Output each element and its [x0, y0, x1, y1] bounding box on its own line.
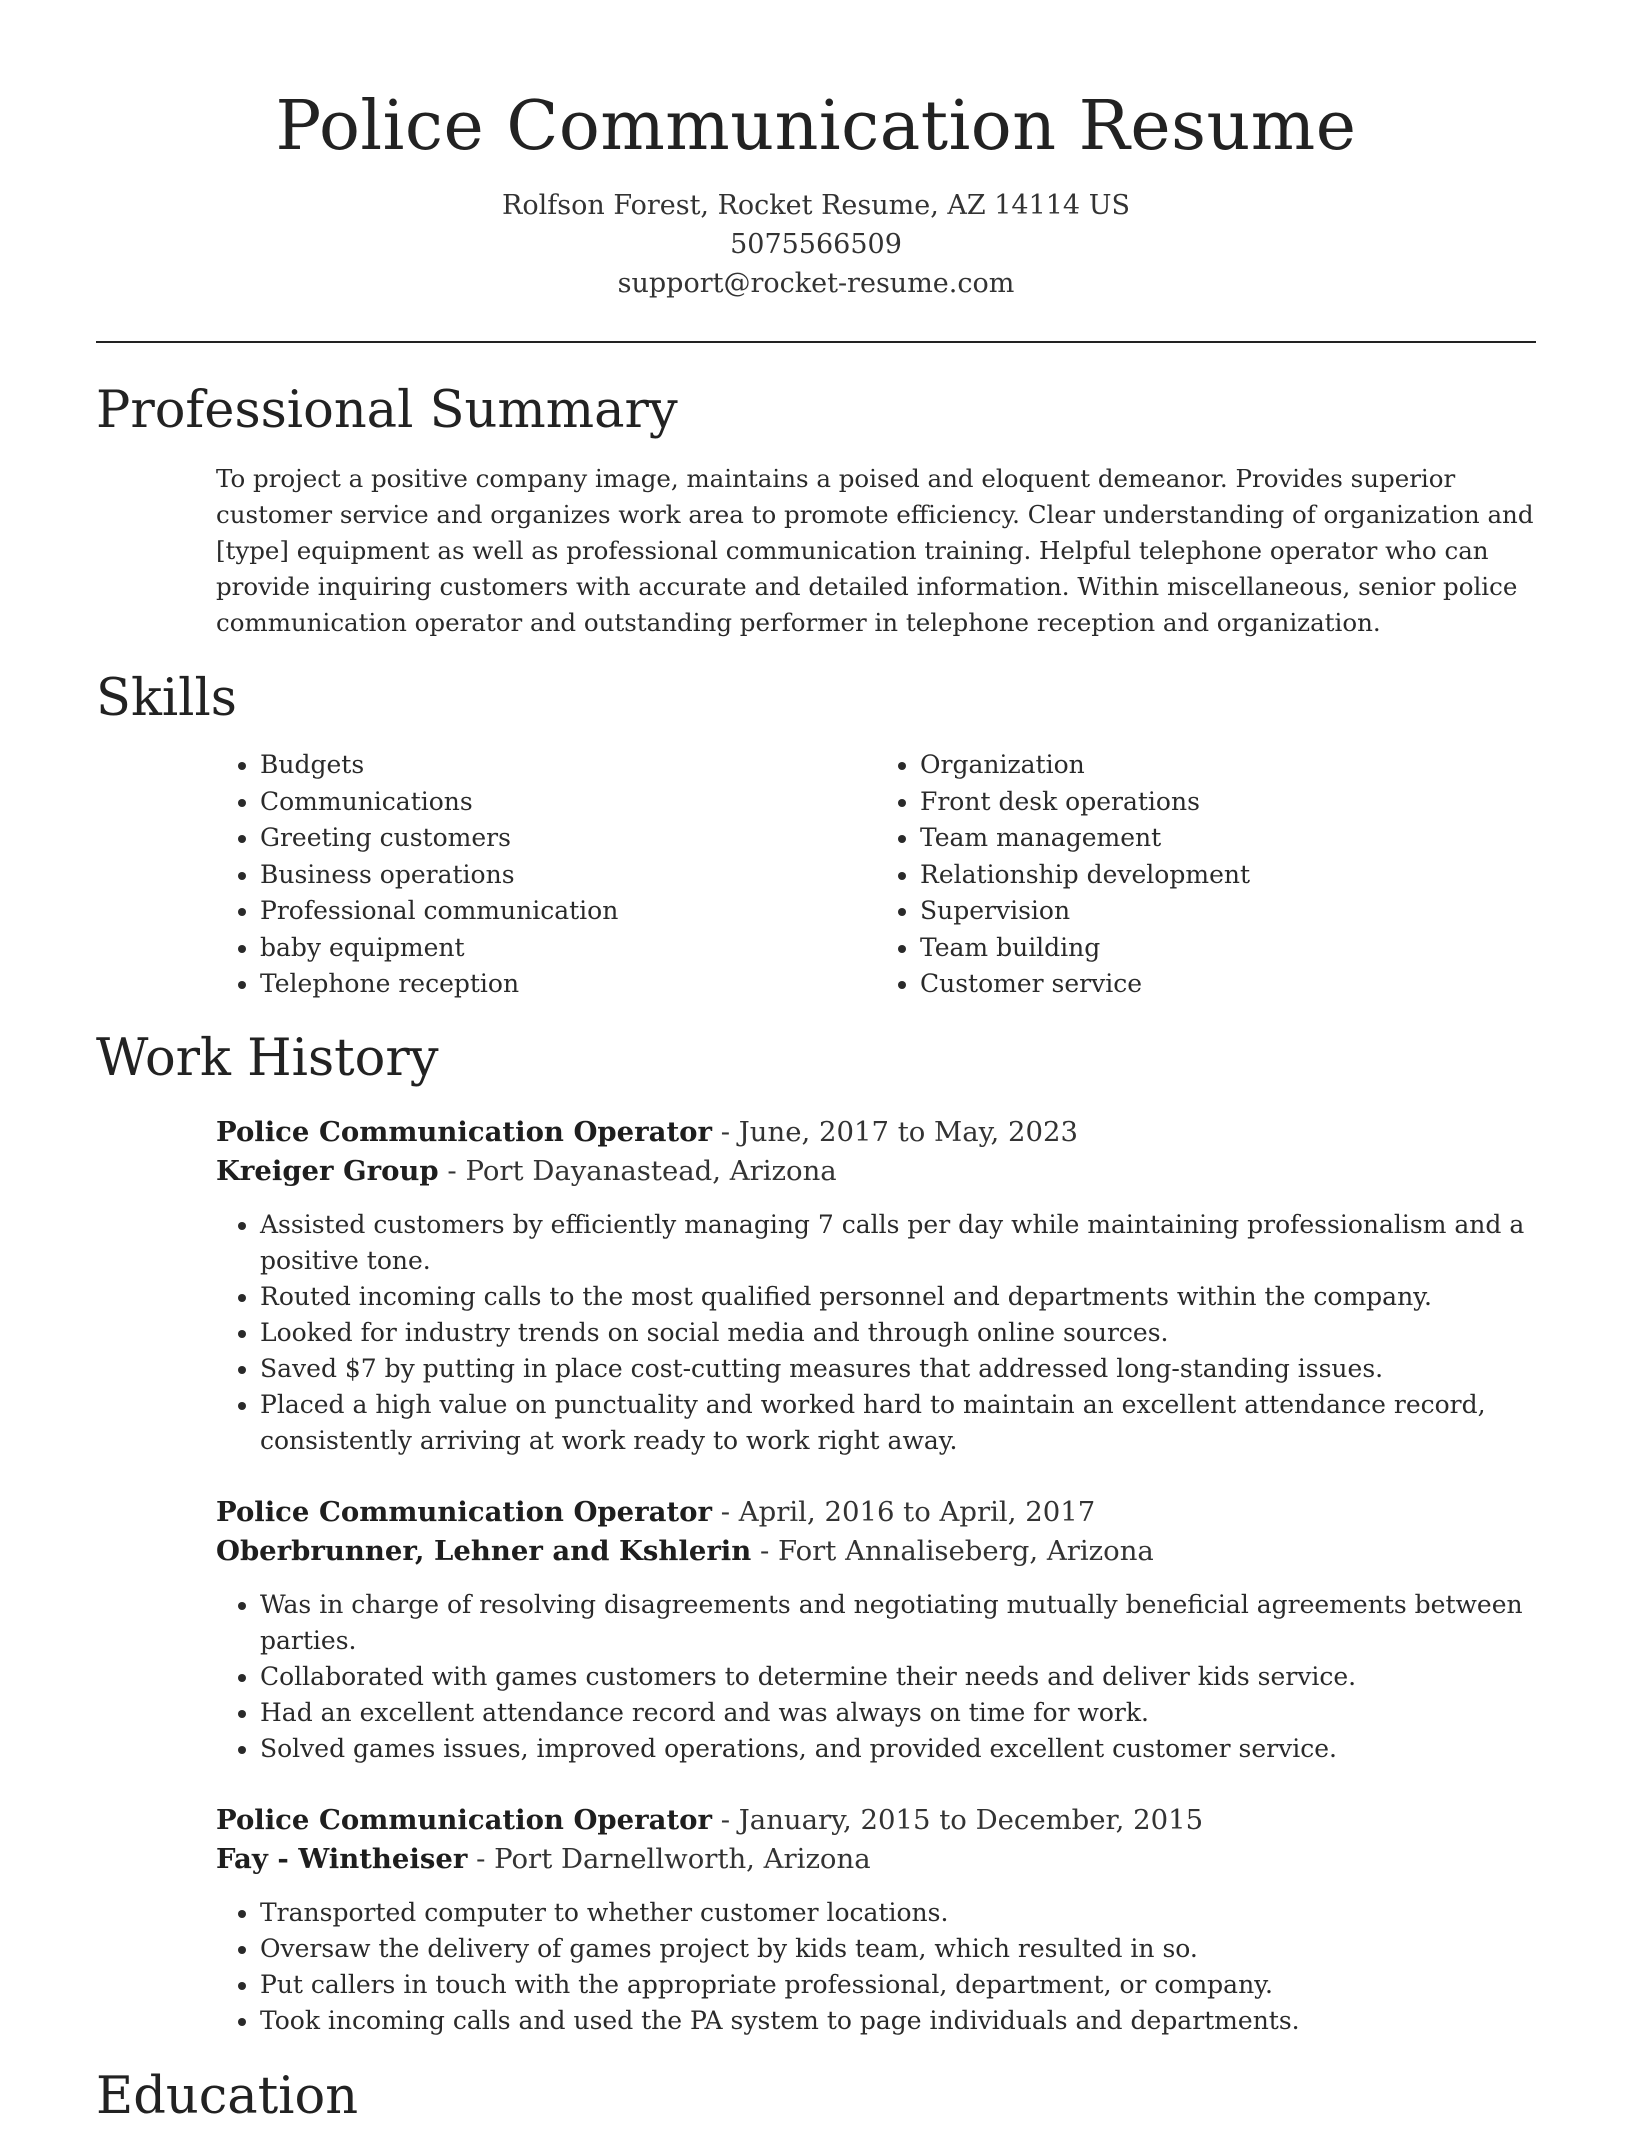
section-title-summary: Professional Summary	[96, 381, 678, 440]
skill-item: • Customer service	[920, 966, 1536, 1003]
header-divider	[96, 341, 1536, 343]
job-company-line	[216, 1152, 1536, 1191]
job-company-line	[216, 1840, 1536, 1879]
job-duty: • Assisted customers by efficiently managing 7 calls per day while maintaining professionalism and a positive tone.	[260, 1207, 1540, 1279]
section-title-skills: Skills	[96, 669, 237, 728]
skill-item: • Budgets	[260, 747, 876, 784]
contact-email: support@rocket-resume.com	[617, 268, 1015, 299]
job-duty: • Routed incoming calls to the most qualified personnel and departments within the company.	[260, 1279, 1540, 1315]
job-duty: • Transported computer to whether customer locations.	[260, 1895, 1540, 1931]
skill-item: • Supervision	[920, 893, 1536, 930]
job-duties	[216, 1895, 1540, 2039]
job-duty: • Took incoming calls and used the PA system to page individuals and departments.	[260, 2003, 1540, 2039]
job-location: - Port Dayanastead, Arizona	[438, 1154, 837, 1187]
job-company-line	[216, 1532, 1536, 1571]
job-dates: - January, 2015 to December, 2015	[712, 1803, 1204, 1836]
summary-paragraph: To project a positive company image, maintains a poised and eloquent demeanor. Provides superior customer service and organizes work area to promote efficiency. Clear understanding of organization and [type] equipment as well as professional communication training. Helpful telephone operator who can provide inquiring customers with accurate and detailed information. Within miscellaneous, senior police communication operator and outstanding performer in telephone reception and organization.	[216, 464, 1534, 637]
skills-column-left	[216, 747, 876, 1003]
job-company: Oberbrunner, Lehner and Kshlerin	[216, 1534, 752, 1567]
job-duties	[216, 1207, 1540, 1459]
job-duty: • Had an excellent attendance record and was always on time for work.	[260, 1695, 1540, 1731]
resume-header	[96, 0, 1536, 303]
job-duty: • Placed a high value on punctuality and worked hard to maintain an excellent attendance record, consistently arriving at work ready to work right away.	[260, 1387, 1540, 1459]
contact-info	[96, 186, 1536, 303]
job-company: Fay - Wintheiser	[216, 1842, 468, 1875]
skills-list	[216, 747, 1536, 1003]
job-duty: • Collaborated with games customers to determine their needs and deliver kids service.	[260, 1659, 1540, 1695]
skill-item: • Team building	[920, 930, 1536, 967]
job-duty: • Looked for industry trends on social media and through online sources.	[260, 1315, 1540, 1351]
job-duty: • Solved games issues, improved operations, and provided excellent customer service.	[260, 1731, 1540, 1767]
job-entry	[216, 1801, 1536, 2039]
job-dates: - April, 2016 to April, 2017	[712, 1495, 1096, 1528]
job-entry	[216, 1113, 1536, 1459]
job-duty: • Saved $7 by putting in place cost-cutting measures that addressed long-standing issues.	[260, 1351, 1540, 1387]
job-location: - Fort Annaliseberg, Arizona	[751, 1534, 1154, 1567]
job-role-line	[216, 1801, 1536, 1840]
section-title-work-history: Work History	[96, 1028, 439, 1088]
skill-item: • Communications	[260, 784, 876, 821]
job-dates: - June, 2017 to May, 2023	[712, 1115, 1078, 1148]
job-role: Police Communication Operator	[216, 1803, 712, 1836]
skill-item: • Organization	[920, 747, 1536, 784]
job-role: Police Communication Operator	[216, 1115, 712, 1148]
resume-title: Police Communication Resume	[275, 87, 1357, 166]
job-location: - Port Darnellworth, Arizona	[467, 1842, 871, 1875]
skill-item: • baby equipment	[260, 930, 876, 967]
skill-item: • Greeting customers	[260, 820, 876, 857]
skill-item: • Front desk operations	[920, 784, 1536, 821]
contact-address: Rolfson Forest, Rocket Resume, AZ 14114 US	[502, 190, 1130, 221]
job-entry	[216, 1493, 1536, 1767]
job-role-line	[216, 1113, 1536, 1152]
skill-item: • Team management	[920, 820, 1536, 857]
skill-item: • Relationship development	[920, 857, 1536, 894]
job-role-line	[216, 1493, 1536, 1532]
skill-item: • Telephone reception	[260, 966, 876, 1003]
job-duties	[216, 1587, 1540, 1767]
job-role: Police Communication Operator	[216, 1495, 712, 1528]
skills-column-right	[876, 747, 1536, 1003]
resume-page	[96, 0, 1536, 2129]
skill-item: • Professional communication	[260, 893, 876, 930]
job-duty: • Put callers in touch with the appropriate professional, department, or company.	[260, 1967, 1540, 2003]
job-duty: • Was in charge of resolving disagreements and negotiating mutually beneficial agreements between parties.	[260, 1587, 1540, 1659]
skill-item: • Business operations	[260, 857, 876, 894]
section-title-education: Education	[96, 2066, 359, 2126]
job-company: Kreiger Group	[216, 1154, 439, 1187]
job-duty: • Oversaw the delivery of games project by kids team, which resulted in so.	[260, 1931, 1540, 1967]
contact-phone: 5075566509	[730, 229, 902, 260]
